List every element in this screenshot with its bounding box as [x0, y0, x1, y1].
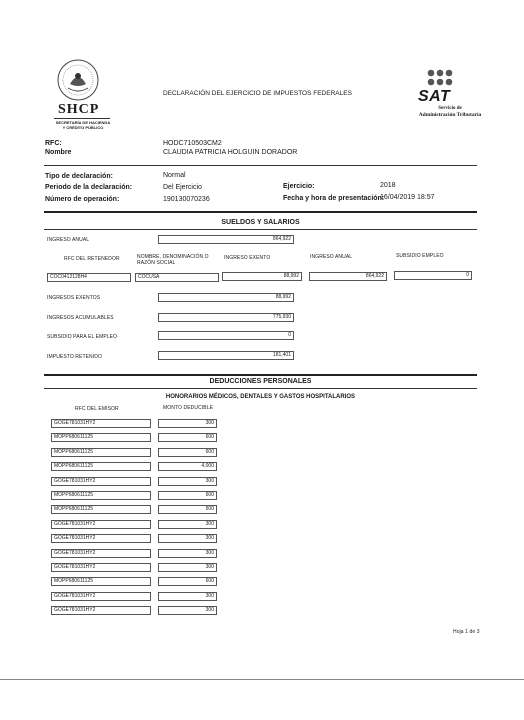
- deduccion-rfc-field: MOPP680611125: [51, 505, 151, 514]
- exentos-field: 88,992: [158, 293, 294, 302]
- col-nombre-1: NOMBRE, DENOMINACIÓN O: [137, 254, 209, 260]
- exentos-label: INGRESOS EXENTOS: [47, 295, 101, 301]
- acumulables-field: 775,930: [158, 313, 294, 322]
- subsidio-label: SUBSIDIO PARA EL EMPLEO: [47, 334, 118, 340]
- page-number: Hoja 1 de 3: [453, 629, 480, 635]
- ingreso-anual-label: INGRESO ANUAL: [47, 237, 90, 243]
- shcp-sub-1: SECRETARÍA DE HACIENDA: [55, 120, 111, 125]
- periodo-value: Del Ejercicio: [163, 184, 202, 191]
- deduccion-rfc-field: GOGE781031HY2: [51, 549, 151, 558]
- section-rule-bottom: [44, 229, 477, 230]
- rfc-label: RFC:: [45, 140, 62, 147]
- deduccion-rfc-field: GOGE781031HY2: [51, 520, 151, 529]
- tipo-label: Tipo de declaración:: [45, 173, 113, 180]
- deducciones-rule-top: [44, 374, 477, 376]
- row-ingreso-anual: 864,922: [309, 272, 387, 281]
- operacion-label: Número de operación:: [45, 196, 120, 203]
- sat-sub-1: Servicio de: [438, 106, 462, 111]
- deduccion-rfc-field: MOPP680611125: [51, 577, 151, 586]
- col-rfc-emisor: RFC DEL EMISOR: [75, 406, 119, 412]
- ejercicio-label: Ejercicio:: [283, 183, 315, 190]
- scan-bottom-edge: [0, 679, 524, 720]
- sat-sub-2: Administración Tributaria: [418, 112, 482, 118]
- periodo-label: Periodo de la declaración:: [45, 184, 133, 191]
- sueldos-section-title: SUELDOS Y SALARIOS: [221, 219, 300, 226]
- deduccion-rfc-field: MOPP680611125: [51, 448, 151, 457]
- name-value: CLAUDIA PATRICIA HOLGUIN DORADOR: [163, 149, 298, 156]
- row-ingreso-exento: 88,992: [222, 272, 302, 281]
- deduccion-monto-field: 600: [158, 433, 217, 442]
- name-label: Nombre: [45, 149, 72, 156]
- shcp-logo-rule: [54, 118, 110, 119]
- section-rule-top: [44, 211, 477, 213]
- impuesto-field: 181,401: [158, 351, 294, 360]
- deduccion-monto-field: 600: [158, 491, 217, 500]
- deduccion-monto-field: 300: [158, 477, 217, 486]
- divider: [44, 165, 477, 166]
- deduccion-monto-field: 300: [158, 419, 217, 428]
- col-ingreso-anual: INGRESO ANUAL: [310, 254, 353, 260]
- deduccion-monto-field: 300: [158, 606, 217, 615]
- operacion-value: 190130070236: [163, 196, 210, 203]
- shcp-seal: [56, 58, 100, 102]
- ejercicio-value: 2018: [380, 182, 396, 189]
- acumulables-label: INGRESOS ACUMULABLES: [47, 315, 114, 321]
- rfc-value: HODC710503CM2: [163, 140, 222, 147]
- fecha-value: 16/04/2019 18:57: [380, 194, 435, 201]
- deduccion-monto-field: 300: [158, 563, 217, 572]
- deducciones-rule-bottom: [44, 388, 477, 389]
- col-subsidio-empleo: SUBSIDIO EMPLEO: [396, 253, 444, 259]
- subsidio-field: 0: [158, 331, 294, 340]
- deduccion-rfc-field: MOPP680611125: [51, 462, 151, 471]
- deduccion-rfc-field: GOGE781031HY2: [51, 606, 151, 615]
- deduccion-monto-field: 300: [158, 520, 217, 529]
- row-subsidio-empleo: 0: [394, 271, 472, 280]
- deduccion-rfc-field: GOGE781031HY2: [51, 419, 151, 428]
- deducciones-subtitle: HONORARIOS MÉDICOS, DENTALES Y GASTOS HOSPITALARIOS: [165, 394, 356, 400]
- row-rfc-retenedor: COC0412128H4: [47, 273, 131, 282]
- deduccion-rfc-field: GOGE781031HY2: [51, 592, 151, 601]
- deduccion-monto-field: 300: [158, 592, 217, 601]
- fecha-label: Fecha y hora de presentación:: [283, 195, 385, 202]
- deduccion-monto-field: 600: [158, 577, 217, 586]
- col-monto-deducible: MONTO DEDUCIBLE: [163, 405, 214, 411]
- shcp-logo-text: SHCP: [58, 102, 100, 117]
- col-ingreso-exento: INGRESO EXENTO: [224, 255, 271, 261]
- deduccion-monto-field: 300: [158, 534, 217, 543]
- col-rfc-retenedor: RFC DEL RETENEDOR: [64, 256, 120, 262]
- deduccion-rfc-field: GOGE781031HY2: [51, 563, 151, 572]
- deduccion-rfc-field: MOPP680611125: [51, 433, 151, 442]
- deduccion-rfc-field: MOPP680611125: [51, 491, 151, 500]
- shcp-sub-2: Y CRÉDITO PÚBLICO: [62, 125, 104, 130]
- col-nombre-2: RAZÓN SOCIAL: [137, 260, 176, 266]
- deduccion-monto-field: 600: [158, 448, 217, 457]
- impuesto-label: IMPUESTO RETENIDO: [47, 354, 102, 360]
- deduccion-monto-field: 500: [158, 505, 217, 514]
- deducciones-section-title: DEDUCCIONES PERSONALES: [209, 378, 312, 385]
- deduccion-monto-field: 4,000: [158, 462, 217, 471]
- deduccion-rfc-field: GOGE781031HY2: [51, 534, 151, 543]
- deduccion-rfc-field: GOGE781031HY2: [51, 477, 151, 486]
- deduccion-monto-field: 300: [158, 549, 217, 558]
- ingreso-anual-field: 864,922: [158, 235, 294, 244]
- tipo-value: Normal: [163, 172, 186, 179]
- row-nombre: COCUSA: [135, 273, 219, 282]
- sat-logo-text: SAT: [418, 88, 451, 105]
- document-title: DECLARACIÓN DEL EJERCICIO DE IMPUESTOS FEDERALES: [163, 90, 352, 97]
